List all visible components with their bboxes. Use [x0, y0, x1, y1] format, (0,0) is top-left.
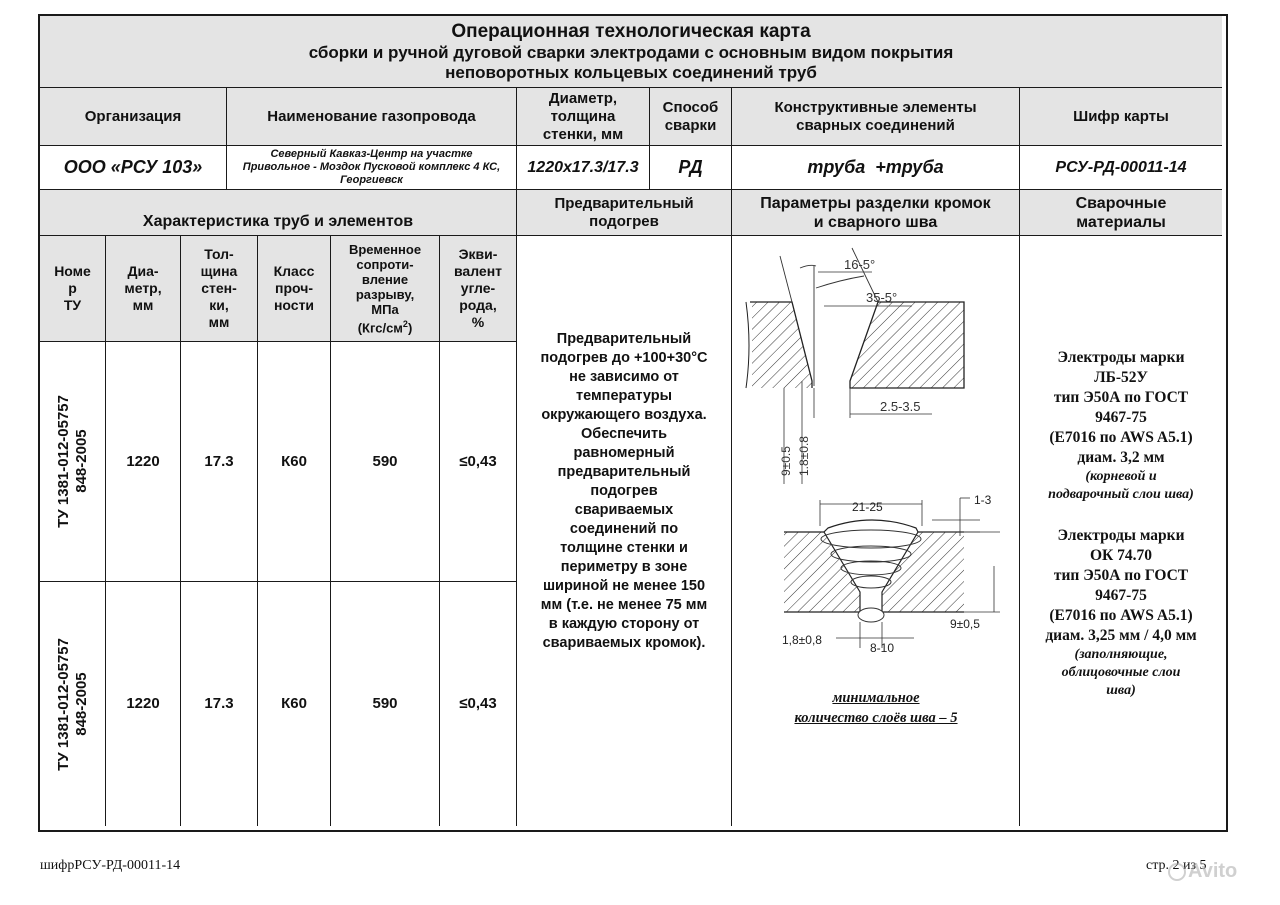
- table-row-2-class: К60: [258, 582, 331, 826]
- edges-section-header: Параметры разделки кромок и сварного шва: [732, 190, 1020, 236]
- pipeline-header: Наименование газопровода: [227, 88, 517, 146]
- table-row-2-thickness: 17.3: [181, 582, 258, 826]
- table-row-1-carbon: ≤0,43: [440, 342, 517, 582]
- footer-page-number: стр. 2 из 5: [1146, 858, 1207, 873]
- diameter-column-header: Диа- метр, мм: [106, 236, 181, 342]
- welding-materials: [1020, 236, 1222, 826]
- tu-column-header: Номе р ТУ: [40, 236, 106, 342]
- table-row-1-tensile: 590: [331, 342, 440, 582]
- elements-header: Конструктивные элементы сварных соединений: [732, 88, 1020, 146]
- elements-value: труба +труба: [732, 146, 1020, 190]
- pipes-section-header: Характеристика труб и элементов: [40, 190, 517, 236]
- tensile-column-header: Временное сопроти- вление разрыву, МПа $(Кгс/см^2)$: [331, 236, 440, 342]
- root-face-label: 1,8±0,8: [782, 633, 822, 647]
- watermark: Avito: [1168, 860, 1237, 883]
- gap-label: 2.5-3.5: [880, 399, 921, 414]
- table-row-1-diameter: 1220: [106, 342, 181, 582]
- min-layers-note: минимальное количество слоёв шва – 5: [794, 690, 958, 726]
- method-header: Способ сварки: [650, 88, 732, 146]
- preheat-text: Предварительный подогрев до +100+30°С не зависимо от температуры окружающего воздуха. Обеспечить равномерный предварительный подогрев свариваемых соединений по толщине стенки и периметру в зоне шириной не менее 150 мм (т.е. не менее 75 мм в каждую сторону от свариваемых кромок).: [517, 236, 732, 826]
- table-row-1-tu: ТУ 1381-012-05757 848-2005: [40, 342, 106, 582]
- table-row-2-diameter: 1220: [106, 582, 181, 826]
- weld-section-diagram: [782, 493, 1000, 655]
- watermark-icon: [1168, 863, 1186, 881]
- angle-label-1: 16-5°: [844, 257, 876, 272]
- electrode-2: Электроды марки ОК 74.70 тип Э50А по ГОСТ 9467-75 (Е7016 по AWS A5.1) диам. 3,25 мм / 4,0 мм (заполняющие, облицовочные слои шва): [1045, 527, 1197, 698]
- dim-label-1: 9±0.5: [779, 446, 793, 476]
- edge-preparation-diagram: [732, 236, 1020, 716]
- angle-label-2: 35-5°: [866, 290, 898, 305]
- organization-value: ООО «РСУ 103»: [40, 146, 227, 190]
- root-width-label: 8-10: [870, 641, 895, 655]
- footer-card-code: шифрРСУ-РД-00011-14: [40, 858, 181, 873]
- tensile-unit: $(Кгс/см^2)$: [357, 318, 413, 336]
- class-column-header: Класс проч- ности: [258, 236, 331, 342]
- method-value: РД: [650, 146, 732, 190]
- bevel-diagram: [746, 248, 964, 484]
- electrode-1: Электроды марки ЛБ-52У тип Э50А по ГОСТ 9467-75 (Е7016 по AWS A5.1) диам. 3,2 мм (корневой и подварочный слои шва): [1048, 349, 1194, 502]
- reinforcement-label: 1-3: [974, 493, 992, 507]
- table-row-1-thickness: 17.3: [181, 342, 258, 582]
- organization-header: Организация: [40, 88, 227, 146]
- code-header: Шифр карты: [1020, 88, 1222, 146]
- diameter-value: 1220х17.3/17.3: [517, 146, 650, 190]
- pipeline-value: Северный Кавказ-Центр на участке Привольное - Моздок Пусковой комплекс 4 КС, Георгиевск: [227, 146, 517, 190]
- diameter-header: Диаметр, толщина стенки, мм: [517, 88, 650, 146]
- edge-preparation-cell: [732, 236, 1020, 826]
- table-row-1-class: К60: [258, 342, 331, 582]
- table-row-2-tensile: 590: [331, 582, 440, 826]
- thickness-column-header: Тол- щина стен- ки, мм: [181, 236, 258, 342]
- table-row-2-carbon: ≤0,43: [440, 582, 517, 826]
- card-code-value: РСУ-РД-00011-14: [1020, 146, 1222, 190]
- table-row-2-tu: ТУ 1381-012-05757 848-2005: [40, 582, 106, 826]
- page-title: Операционная технологическая карта сборки и ручной дуговой сварки электродами с основным видом покрытия неповоротных кольцевых соединений труб: [40, 16, 1222, 88]
- thickness-dim-label: 9±0,5: [950, 617, 980, 631]
- materials-section-header: Сварочные материалы: [1020, 190, 1222, 236]
- process-card: [38, 14, 1228, 832]
- weld-width-label: 21-25: [852, 500, 883, 514]
- dim-label-2: 1.8±0.8: [797, 436, 811, 476]
- carbon-column-header: Экви- валент угле- рода, %: [440, 236, 517, 342]
- preheat-section-header: Предварительный подогрев: [517, 190, 732, 236]
